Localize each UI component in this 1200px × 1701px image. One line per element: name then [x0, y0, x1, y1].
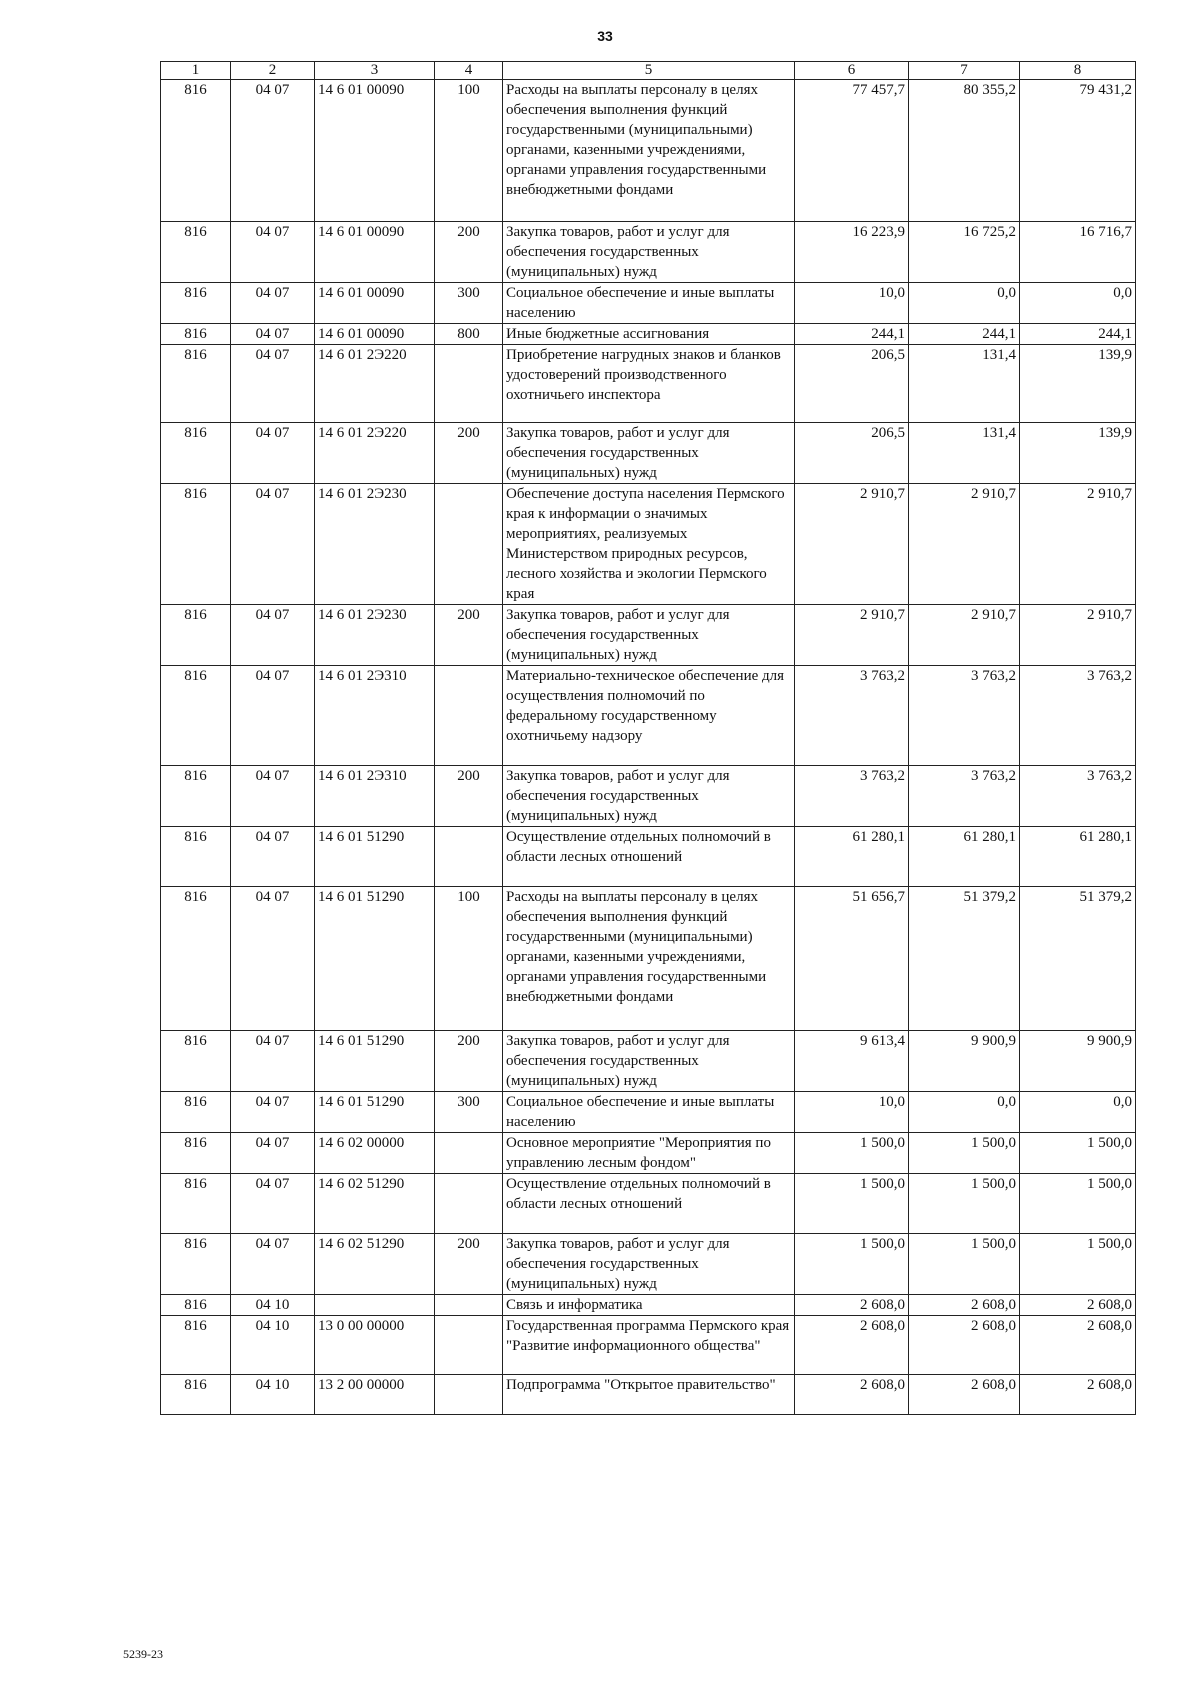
table-row [161, 484, 1136, 605]
cell-expense-type [435, 345, 503, 423]
cell-expense-type: 800 [435, 324, 503, 345]
cell-expense-type: 200 [435, 766, 503, 827]
cell-amount-1: 51 656,7 [795, 887, 909, 1031]
cell-amount-3: 1 500,0 [1020, 1133, 1136, 1174]
cell-target-article: 14 6 01 2Э310 [315, 666, 435, 766]
cell-amount-2: 131,4 [909, 423, 1020, 484]
cell-description: Закупка товаров, работ и услуг для обеспечения государственных (муниципальных) нужд [503, 222, 795, 283]
cell-target-article: 14 6 02 51290 [315, 1174, 435, 1234]
table-row [161, 345, 1136, 423]
cell-section: 04 10 [231, 1316, 315, 1375]
cell-target-article [315, 1295, 435, 1316]
cell-expense-type [435, 1133, 503, 1174]
cell-description: Приобретение нагрудных знаков и бланков удостоверений производственного охотничьего инспектора [503, 345, 795, 423]
cell-amount-1: 1 500,0 [795, 1234, 909, 1295]
cell-section: 04 07 [231, 423, 315, 484]
cell-amount-1: 9 613,4 [795, 1031, 909, 1092]
cell-target-article: 14 6 01 51290 [315, 1031, 435, 1092]
cell-description: Материально-техническое обеспечение для осуществления полномочий по федеральному государственному охотничьему надзору [503, 666, 795, 766]
cell-admin-code: 816 [161, 80, 231, 222]
cell-target-article: 14 6 01 2Э230 [315, 484, 435, 605]
cell-amount-2: 1 500,0 [909, 1133, 1020, 1174]
table-row [161, 1031, 1136, 1092]
table-row [161, 222, 1136, 283]
column-header: 5 [503, 62, 795, 80]
column-header: 8 [1020, 62, 1136, 80]
cell-amount-1: 2 910,7 [795, 605, 909, 666]
cell-amount-1: 2 608,0 [795, 1375, 909, 1415]
cell-amount-3: 139,9 [1020, 423, 1136, 484]
cell-admin-code: 816 [161, 283, 231, 324]
cell-amount-1: 10,0 [795, 283, 909, 324]
cell-section: 04 07 [231, 80, 315, 222]
table-row [161, 423, 1136, 484]
cell-amount-3: 244,1 [1020, 324, 1136, 345]
cell-description: Закупка товаров, работ и услуг для обеспечения государственных (муниципальных) нужд [503, 423, 795, 484]
cell-target-article: 14 6 01 00090 [315, 283, 435, 324]
column-header: 7 [909, 62, 1020, 80]
cell-target-article: 14 6 01 51290 [315, 827, 435, 887]
table-row [161, 1234, 1136, 1295]
cell-target-article: 14 6 01 51290 [315, 1092, 435, 1133]
cell-description: Осуществление отдельных полномочий в области лесных отношений [503, 1174, 795, 1234]
cell-description: Социальное обеспечение и иные выплаты населению [503, 283, 795, 324]
cell-amount-3: 2 608,0 [1020, 1295, 1136, 1316]
cell-target-article: 14 6 02 51290 [315, 1234, 435, 1295]
cell-target-article: 14 6 01 2Э220 [315, 345, 435, 423]
cell-amount-3: 2 910,7 [1020, 605, 1136, 666]
column-header: 2 [231, 62, 315, 80]
document-code: 5239-23 [123, 1647, 163, 1661]
cell-amount-2: 3 763,2 [909, 766, 1020, 827]
cell-amount-2: 2 910,7 [909, 605, 1020, 666]
cell-amount-1: 206,5 [795, 423, 909, 484]
cell-target-article: 14 6 01 00090 [315, 80, 435, 222]
cell-admin-code: 816 [161, 345, 231, 423]
cell-amount-3: 1 500,0 [1020, 1234, 1136, 1295]
cell-amount-1: 1 500,0 [795, 1174, 909, 1234]
cell-admin-code: 816 [161, 766, 231, 827]
table-row [161, 1133, 1136, 1174]
table-row [161, 283, 1136, 324]
cell-amount-2: 0,0 [909, 1092, 1020, 1133]
cell-amount-3: 0,0 [1020, 1092, 1136, 1133]
cell-admin-code: 816 [161, 1375, 231, 1415]
cell-description: Социальное обеспечение и иные выплаты населению [503, 1092, 795, 1133]
cell-amount-2: 9 900,9 [909, 1031, 1020, 1092]
cell-amount-2: 2 608,0 [909, 1375, 1020, 1415]
cell-expense-type [435, 1316, 503, 1375]
table-row [161, 324, 1136, 345]
cell-amount-1: 10,0 [795, 1092, 909, 1133]
cell-amount-3: 3 763,2 [1020, 766, 1136, 827]
cell-amount-3: 16 716,7 [1020, 222, 1136, 283]
cell-section: 04 07 [231, 766, 315, 827]
cell-amount-1: 77 457,7 [795, 80, 909, 222]
cell-expense-type: 200 [435, 605, 503, 666]
column-header: 6 [795, 62, 909, 80]
cell-admin-code: 816 [161, 1031, 231, 1092]
cell-amount-1: 2 608,0 [795, 1295, 909, 1316]
table-row [161, 1092, 1136, 1133]
cell-amount-3: 139,9 [1020, 345, 1136, 423]
cell-admin-code: 816 [161, 827, 231, 887]
cell-section: 04 07 [231, 1234, 315, 1295]
cell-description: Осуществление отдельных полномочий в области лесных отношений [503, 827, 795, 887]
cell-target-article: 14 6 01 51290 [315, 887, 435, 1031]
cell-amount-2: 2 608,0 [909, 1316, 1020, 1375]
cell-target-article: 14 6 01 2Э310 [315, 766, 435, 827]
cell-target-article: 14 6 01 2Э230 [315, 605, 435, 666]
table-row [161, 1316, 1136, 1375]
table-row [161, 1375, 1136, 1415]
cell-amount-1: 16 223,9 [795, 222, 909, 283]
cell-description: Закупка товаров, работ и услуг для обеспечения государственных (муниципальных) нужд [503, 1234, 795, 1295]
cell-description: Государственная программа Пермского края "Развитие информационного общества" [503, 1316, 795, 1375]
cell-expense-type [435, 484, 503, 605]
cell-amount-3: 51 379,2 [1020, 887, 1136, 1031]
cell-amount-2: 1 500,0 [909, 1234, 1020, 1295]
cell-section: 04 07 [231, 1174, 315, 1234]
cell-description: Подпрограмма "Открытое правительство" [503, 1375, 795, 1415]
cell-section: 04 07 [231, 283, 315, 324]
cell-description: Закупка товаров, работ и услуг для обеспечения государственных (муниципальных) нужд [503, 766, 795, 827]
cell-description: Обеспечение доступа населения Пермского края к информации о значимых мероприятиях, реализуемых Министерством природных ресурсов, лесного хозяйства и экологии Пермского края [503, 484, 795, 605]
cell-section: 04 07 [231, 1092, 315, 1133]
cell-description: Основное мероприятие "Мероприятия по управлению лесным фондом" [503, 1133, 795, 1174]
cell-amount-2: 80 355,2 [909, 80, 1020, 222]
cell-admin-code: 816 [161, 324, 231, 345]
cell-admin-code: 816 [161, 1234, 231, 1295]
cell-section: 04 07 [231, 484, 315, 605]
cell-amount-2: 61 280,1 [909, 827, 1020, 887]
cell-amount-1: 2 910,7 [795, 484, 909, 605]
cell-expense-type: 200 [435, 222, 503, 283]
table-body [161, 80, 1136, 1415]
cell-expense-type [435, 1174, 503, 1234]
cell-expense-type: 100 [435, 887, 503, 1031]
cell-amount-3: 2 910,7 [1020, 484, 1136, 605]
cell-admin-code: 816 [161, 666, 231, 766]
cell-description: Связь и информатика [503, 1295, 795, 1316]
table-row [161, 827, 1136, 887]
table-row [161, 1174, 1136, 1234]
cell-amount-3: 2 608,0 [1020, 1316, 1136, 1375]
cell-amount-2: 131,4 [909, 345, 1020, 423]
page-number: 33 [597, 28, 613, 44]
cell-amount-1: 3 763,2 [795, 666, 909, 766]
table-row [161, 887, 1136, 1031]
cell-expense-type [435, 1375, 503, 1415]
cell-admin-code: 816 [161, 605, 231, 666]
cell-section: 04 07 [231, 222, 315, 283]
cell-expense-type: 200 [435, 1031, 503, 1092]
cell-amount-3: 1 500,0 [1020, 1174, 1136, 1234]
cell-description: Закупка товаров, работ и услуг для обеспечения государственных (муниципальных) нужд [503, 605, 795, 666]
cell-expense-type [435, 666, 503, 766]
cell-amount-2: 3 763,2 [909, 666, 1020, 766]
cell-target-article: 13 0 00 00000 [315, 1316, 435, 1375]
table-row [161, 605, 1136, 666]
cell-amount-1: 244,1 [795, 324, 909, 345]
cell-admin-code: 816 [161, 484, 231, 605]
cell-expense-type [435, 1295, 503, 1316]
cell-expense-type [435, 827, 503, 887]
cell-amount-2: 16 725,2 [909, 222, 1020, 283]
cell-section: 04 07 [231, 1133, 315, 1174]
cell-amount-2: 2 608,0 [909, 1295, 1020, 1316]
cell-amount-1: 3 763,2 [795, 766, 909, 827]
column-header: 3 [315, 62, 435, 80]
table-row [161, 1295, 1136, 1316]
cell-amount-1: 2 608,0 [795, 1316, 909, 1375]
cell-target-article: 13 2 00 00000 [315, 1375, 435, 1415]
cell-target-article: 14 6 02 00000 [315, 1133, 435, 1174]
cell-admin-code: 816 [161, 1092, 231, 1133]
cell-amount-3: 0,0 [1020, 283, 1136, 324]
header-row [161, 62, 1136, 80]
cell-amount-2: 51 379,2 [909, 887, 1020, 1031]
cell-description: Расходы на выплаты персоналу в целях обеспечения выполнения функций государственными (муниципальными) органами, казенными учреждениями, органами управления государственными внебюджетными фондами [503, 887, 795, 1031]
cell-amount-2: 2 910,7 [909, 484, 1020, 605]
cell-admin-code: 816 [161, 423, 231, 484]
cell-amount-1: 206,5 [795, 345, 909, 423]
cell-admin-code: 816 [161, 887, 231, 1031]
cell-amount-1: 61 280,1 [795, 827, 909, 887]
cell-section: 04 07 [231, 605, 315, 666]
cell-amount-2: 244,1 [909, 324, 1020, 345]
table-row [161, 666, 1136, 766]
budget-table [160, 61, 1136, 1415]
cell-target-article: 14 6 01 2Э220 [315, 423, 435, 484]
cell-target-article: 14 6 01 00090 [315, 222, 435, 283]
cell-admin-code: 816 [161, 1174, 231, 1234]
cell-amount-3: 3 763,2 [1020, 666, 1136, 766]
cell-description: Закупка товаров, работ и услуг для обеспечения государственных (муниципальных) нужд [503, 1031, 795, 1092]
column-header: 4 [435, 62, 503, 80]
cell-target-article: 14 6 01 00090 [315, 324, 435, 345]
table-row [161, 80, 1136, 222]
cell-amount-3: 79 431,2 [1020, 80, 1136, 222]
cell-amount-3: 2 608,0 [1020, 1375, 1136, 1415]
cell-expense-type: 300 [435, 283, 503, 324]
cell-amount-3: 9 900,9 [1020, 1031, 1136, 1092]
cell-description: Иные бюджетные ассигнования [503, 324, 795, 345]
cell-expense-type: 300 [435, 1092, 503, 1133]
cell-amount-1: 1 500,0 [795, 1133, 909, 1174]
cell-section: 04 07 [231, 887, 315, 1031]
cell-section: 04 07 [231, 666, 315, 766]
cell-expense-type: 200 [435, 423, 503, 484]
cell-section: 04 07 [231, 345, 315, 423]
cell-section: 04 07 [231, 1031, 315, 1092]
cell-section: 04 10 [231, 1295, 315, 1316]
cell-admin-code: 816 [161, 1316, 231, 1375]
cell-expense-type: 200 [435, 1234, 503, 1295]
cell-amount-3: 61 280,1 [1020, 827, 1136, 887]
cell-admin-code: 816 [161, 1133, 231, 1174]
cell-amount-2: 0,0 [909, 283, 1020, 324]
cell-section: 04 07 [231, 324, 315, 345]
cell-admin-code: 816 [161, 1295, 231, 1316]
cell-admin-code: 816 [161, 222, 231, 283]
cell-amount-2: 1 500,0 [909, 1174, 1020, 1234]
column-header: 1 [161, 62, 231, 80]
cell-description: Расходы на выплаты персоналу в целях обеспечения выполнения функций государственными (муниципальными) органами, казенными учреждениями, органами управления государственными внебюджетными фондами [503, 80, 795, 222]
cell-section: 04 07 [231, 827, 315, 887]
cell-section: 04 10 [231, 1375, 315, 1415]
table-row [161, 766, 1136, 827]
cell-expense-type: 100 [435, 80, 503, 222]
